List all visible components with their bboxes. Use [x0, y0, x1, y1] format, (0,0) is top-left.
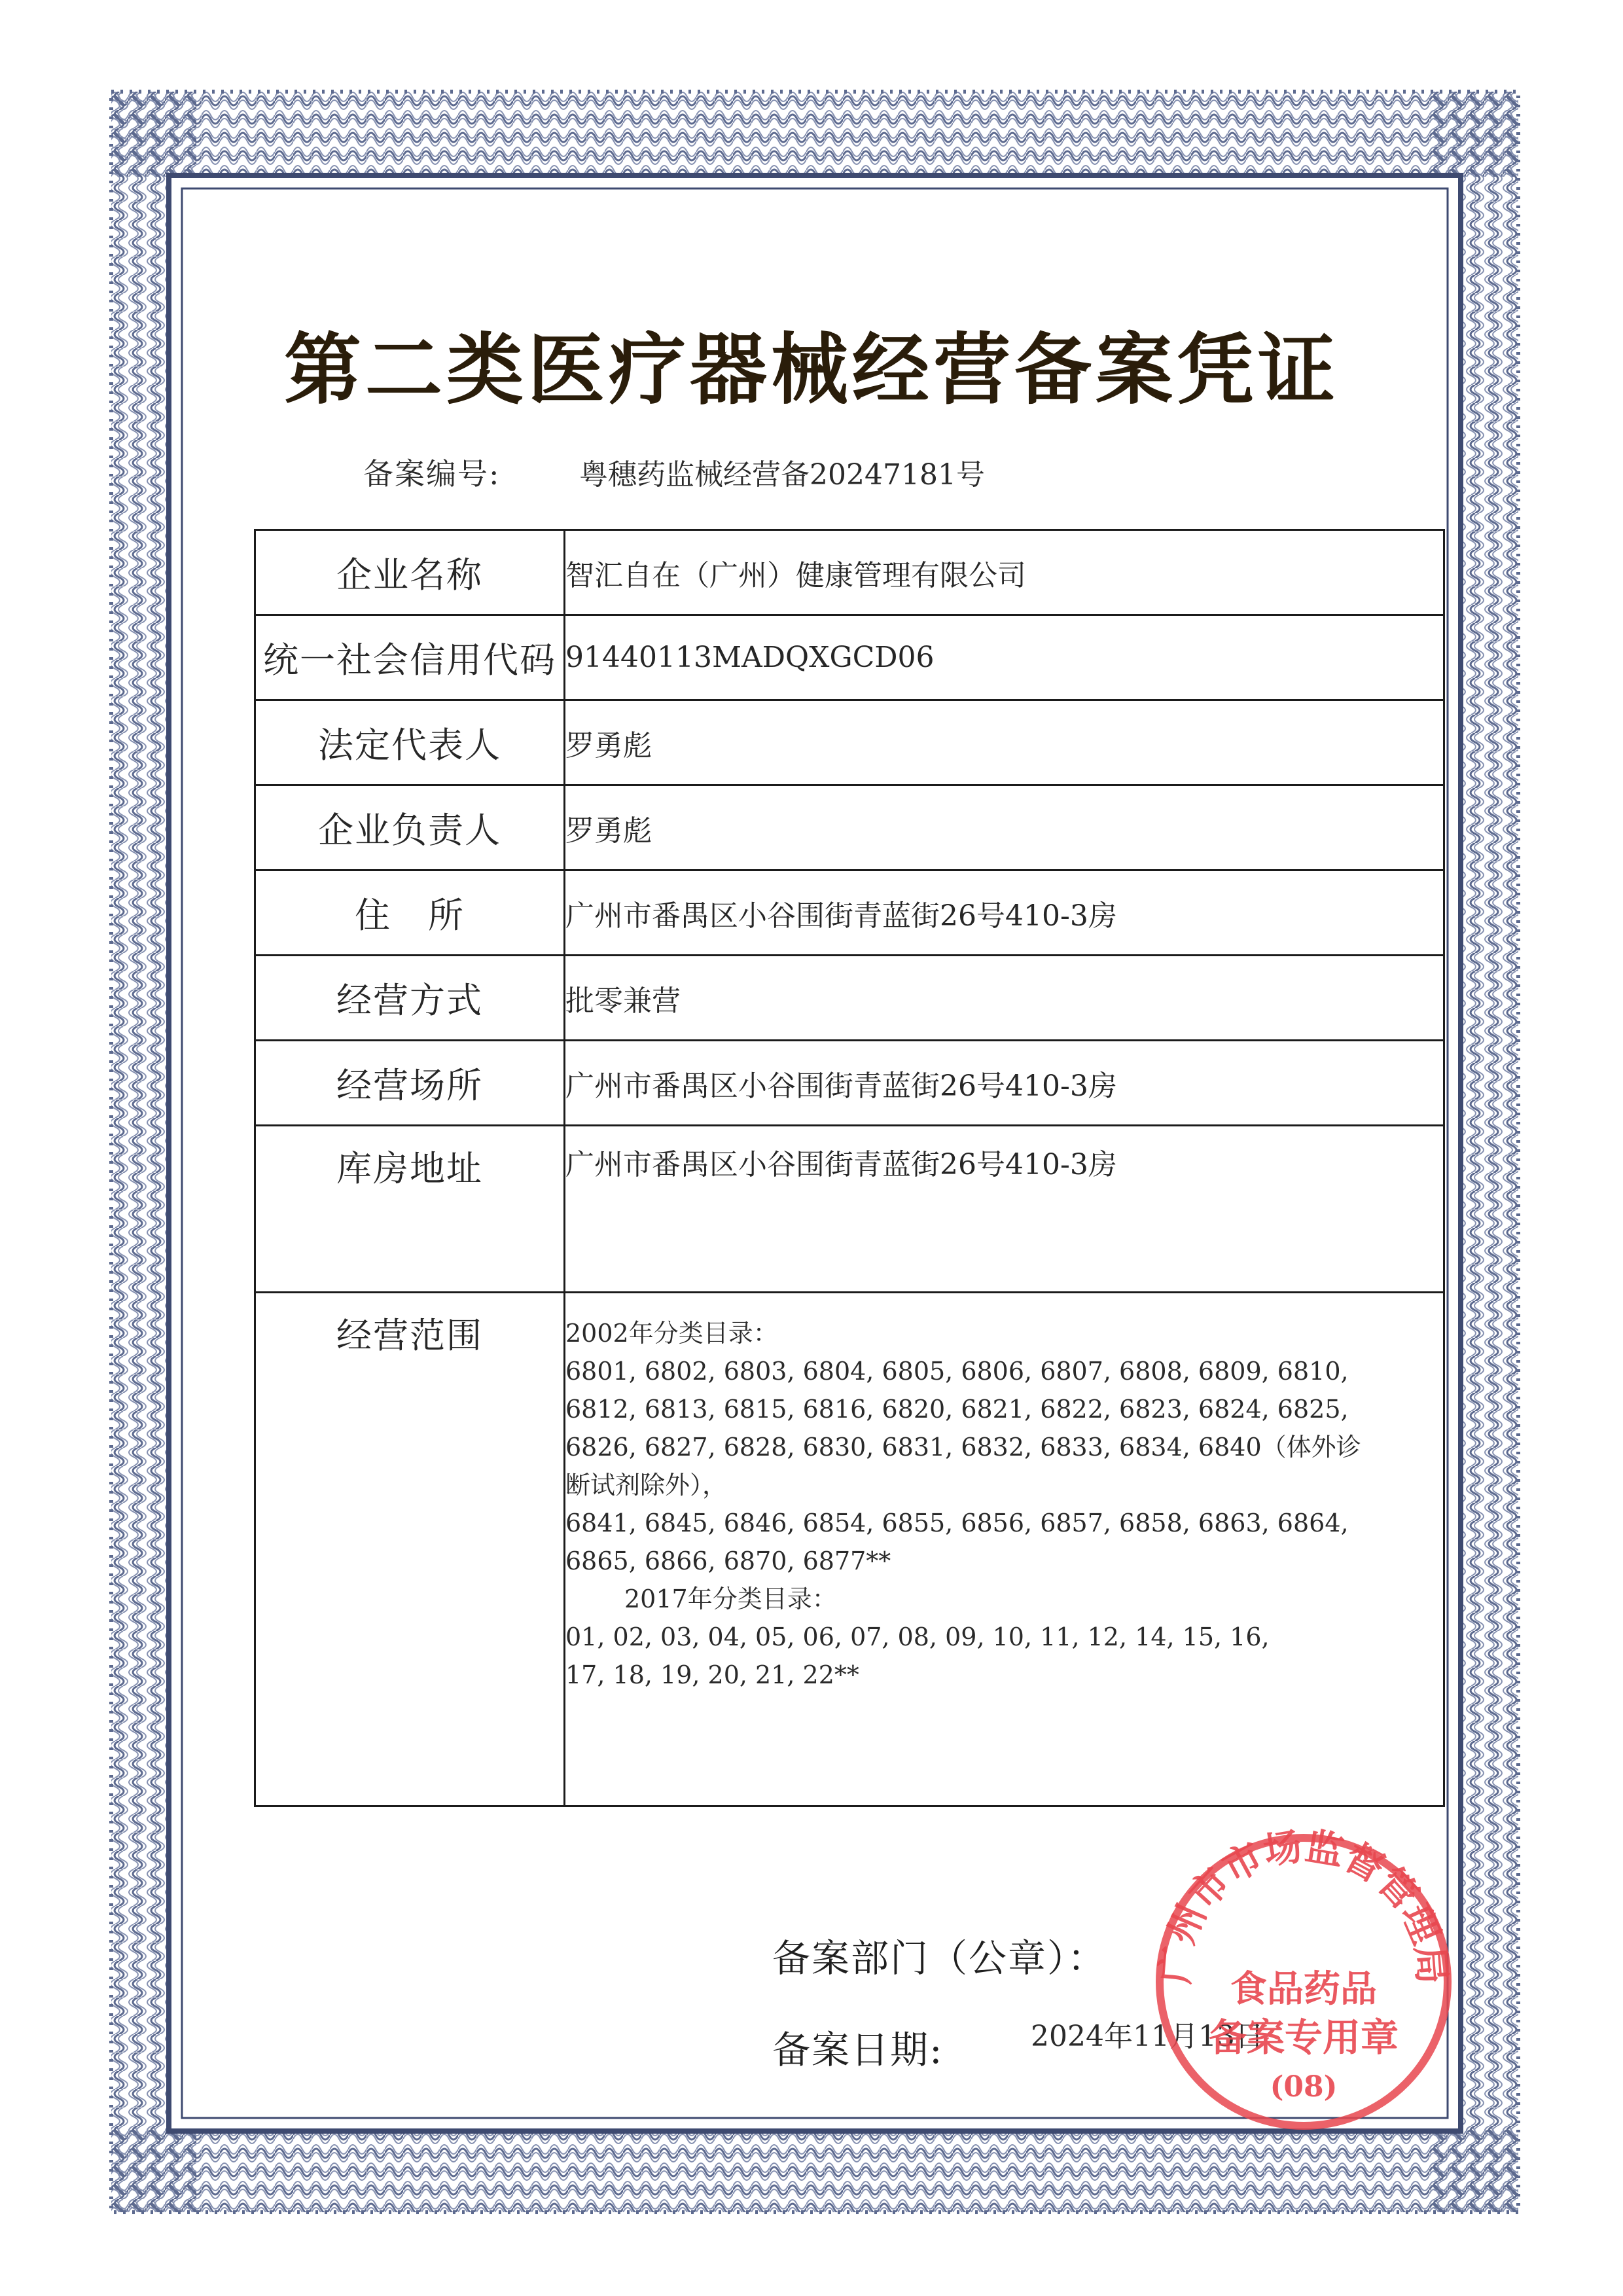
info-table [254, 529, 1445, 1807]
row-label: 经营场所 [255, 1041, 565, 1126]
registration-number-line [363, 450, 985, 496]
scope-line: 01, 02, 03, 04, 05, 06, 07, 08, 09, 10, 11, 12, 14, 15, 16, [565, 1623, 1270, 1651]
table-row [255, 1041, 1444, 1126]
filing-date-label: 备案日期: [772, 2028, 944, 2072]
document-title: 第二类医疗器械经营备案凭证 [283, 324, 1339, 415]
row-label: 统一社会信用代码 [255, 615, 565, 700]
filing-date-value: 2024年11月13日 [1031, 2020, 1264, 2053]
table-row [255, 615, 1444, 700]
row-value: 广州市番禺区小谷围街青蓝街26号410-3房 [565, 870, 1444, 956]
scope-line: 17, 18, 19, 20, 21, 22** [565, 1660, 859, 1689]
seal-number: (08) [1270, 2070, 1338, 2104]
registration-number-value: 粤穗药监械经营备20247181号 [579, 458, 985, 492]
registration-number-label: 备案编号: [363, 456, 501, 492]
row-value: 罗勇彪 [565, 700, 1444, 785]
table-row [255, 530, 1444, 615]
seal-outer-text: 广州市市场监督管理局 [1152, 1825, 1455, 1986]
filing-department-label: 备案部门（公章）： [772, 1936, 1107, 1981]
row-label: 库房地址 [255, 1126, 565, 1293]
seal-inner-line2: 备案专用章 [1208, 2015, 1399, 2060]
table-row [255, 870, 1444, 956]
row-value: 批零兼营 [565, 956, 1444, 1041]
row-value: 91440113MADQXGCD06 [565, 615, 1444, 700]
row-label: 经营方式 [255, 956, 565, 1041]
table-row [255, 956, 1444, 1041]
scope-line: 6812, 6813, 6815, 6816, 6820, 6821, 6822, 6823, 6824, 6825, [565, 1395, 1349, 1424]
scope-line: 6865, 6866, 6870, 6877** [565, 1547, 891, 1575]
row-value: 罗勇彪 [565, 785, 1444, 870]
row-value: 智汇自在（广州）健康管理有限公司 [565, 530, 1444, 615]
scope-line: 6826, 6827, 6828, 6830, 6831, 6832, 6833, 6834, 6840（体外诊 [565, 1433, 1361, 1462]
row-label: 法定代表人 [255, 700, 565, 785]
table-row [255, 1126, 1444, 1293]
row-label: 住 所 [255, 870, 565, 956]
table-row [255, 785, 1444, 870]
scope-line: 6801, 6802, 6803, 6804, 6805, 6806, 6807, 6808, 6809, 6810, [565, 1357, 1349, 1386]
official-seal [1147, 1825, 1461, 2139]
table-row [255, 700, 1444, 785]
scope-line: 断试剂除外）， [565, 1471, 728, 1499]
scope-line: 2017年分类目录： [624, 1585, 837, 1613]
svg-text:广州市市场监督管理局 [1152, 1825, 1454, 1986]
seal-inner-line1: 食品药品 [1230, 1967, 1377, 2011]
table-row [255, 1293, 1444, 1806]
scope-line: 6841, 6845, 6846, 6854, 6855, 6856, 6857, 6858, 6863, 6864, [565, 1509, 1349, 1537]
business-scope-cell [565, 1293, 1444, 1806]
row-label: 经营范围 [255, 1293, 565, 1806]
row-label: 企业名称 [255, 530, 565, 615]
row-label: 企业负责人 [255, 785, 565, 870]
scope-line: 2002年分类目录： [565, 1319, 778, 1348]
business-scope [565, 1308, 1443, 1694]
row-value: 广州市番禺区小谷围街青蓝街26号410-3房 [565, 1126, 1444, 1293]
row-value: 广州市番禺区小谷围街青蓝街26号410-3房 [565, 1041, 1444, 1126]
